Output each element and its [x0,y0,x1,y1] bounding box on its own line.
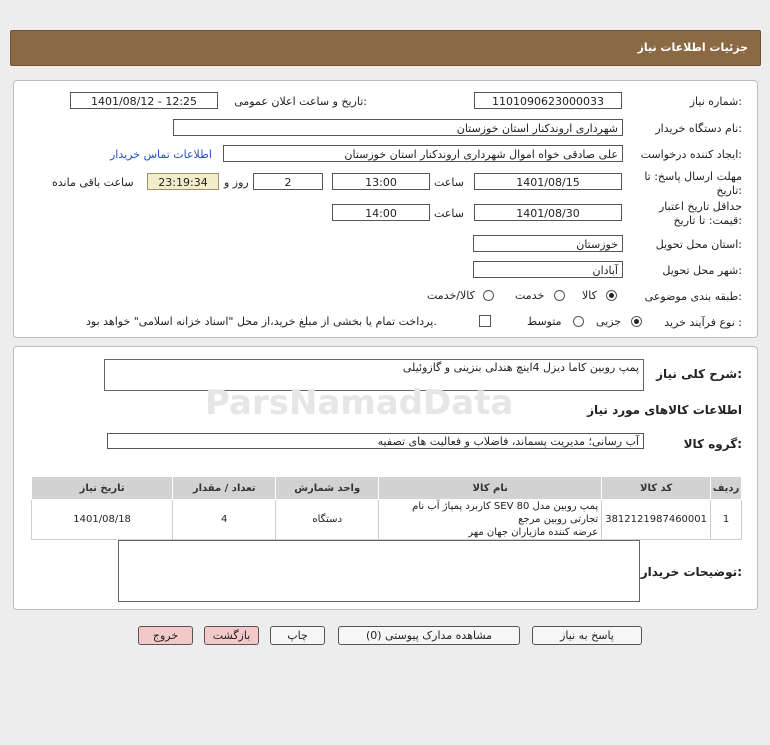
print-button[interactable]: چاپ [270,626,325,645]
col-code: کد کالا [602,477,711,500]
purchase-minor-label: جزیی [596,315,622,328]
validity-label-line1: حداقل تاریخ اعتبار [658,200,742,213]
cell-name-line2: عرضه کننده مازیاران جهان مهر [468,527,599,538]
back-button[interactable]: بازگشت [204,626,259,645]
deadline-label-line2: تاریخ: [716,184,742,197]
need-number-field: 1101090623000033 [474,92,622,109]
need-description-field: پمپ روبین کاما دیزل 4اینچ هندلی بنزینی و گازوئیلی [104,359,644,391]
cell-date: 1401/08/18 [32,500,173,540]
province-field: خوزستان [473,235,623,252]
cell-qty: 4 [173,500,276,540]
deadline-time-field: 13:00 [332,173,430,190]
table-row[interactable] [32,500,742,540]
deadline-date-field: 1401/08/15 [474,173,622,190]
validity-label-line2: قیمت: تا تاریخ: [673,214,742,227]
creator-field: علی صادقی خواه اموال شهرداری اروندکنار استان خوزستان [223,145,623,162]
goods-group-field: آب رسانی؛ مدیریت پسماند، فاضلاب و فعالیت های تصفیه [107,433,644,449]
announce-field: 1401/08/12 - 12:25 [70,92,218,109]
contact-buyer-link[interactable]: اطلاعات تماس خریدار [110,148,212,161]
buyer-notes-label: توضیحات خریدار: [640,565,742,579]
need-number-label: شماره نیاز: [689,95,742,108]
need-description-label: شرح کلی نیاز: [656,367,742,381]
page-header [10,30,761,66]
province-label: استان محل تحویل: [655,238,742,251]
deadline-hour-label: ساعت [434,176,464,189]
remaining-label: ساعت باقی مانده [52,176,134,189]
purchase-medium-radio[interactable] [573,316,584,327]
col-date: تاریخ نیاز [32,477,173,500]
exit-button[interactable]: خروج [138,626,193,645]
cell-name-line1: پمپ روبین مدل SEV 80 کاربرد پمپاژ آب نام تجارتی روبین مرجع [412,501,599,525]
category-label: طبقه بندی موضوعی: [644,290,742,303]
col-qty: تعداد / مقدار [173,477,276,500]
purchase-medium-label: متوسط [527,315,562,328]
category-goods-label: کالا [582,289,597,302]
category-goods-service-radio[interactable] [483,290,494,301]
goods-group-label: گروه کالا: [683,437,742,451]
city-label: شهر محل تحویل: [662,264,742,277]
remaining-time-field: 23:19:34 [147,173,219,190]
category-goods-radio[interactable] [606,290,617,301]
treasury-payment-checkbox[interactable] [479,315,491,327]
col-row: ردیف [711,477,742,500]
col-unit: واحد شمارش [276,477,379,500]
cell-unit: دستگاه [276,500,379,540]
view-attachments-button[interactable]: مشاهده مدارک پیوستی (0) [338,626,520,645]
cell-row: 1 [711,500,742,540]
deadline-label-line1: مهلت ارسال پاسخ: تا [644,170,742,183]
goods-info-title: اطلاعات کالاهای مورد نیاز [587,403,742,417]
treasury-payment-note: پرداخت تمام یا بخشی از مبلغ خرید،از محل "اسناد خزانه اسلامی" خواهد بود. [86,315,437,328]
creator-label: ایجاد کننده درخواست: [640,148,742,161]
cell-name [379,500,602,540]
reply-to-need-button[interactable]: پاسخ به نیاز [532,626,642,645]
validity-date-field: 1401/08/30 [474,204,622,221]
category-goods-service-label: کالا/خدمت [427,289,475,302]
page-title: جزئیات اطلاعات نیاز [637,41,748,54]
buyer-notes-field [118,540,640,602]
cell-code: 3812121987460001 [602,500,711,540]
table-header-row [32,477,742,500]
buyer-field: شهرداری اروندکنار استان خوزستان [173,119,623,136]
goods-table [31,476,742,540]
days-label: روز و [224,176,249,189]
city-field: آبادان [473,261,623,278]
buyer-label: نام دستگاه خریدار: [655,122,742,135]
col-name: نام کالا [379,477,602,500]
announce-label: تاریخ و ساعت اعلان عمومی: [234,95,367,108]
validity-time-field: 14:00 [332,204,430,221]
validity-hour-label: ساعت [434,207,464,220]
watermark-brand: ParsNamadData [205,383,514,423]
category-service-label: خدمت [515,289,545,302]
category-service-radio[interactable] [554,290,565,301]
days-field: 2 [253,173,323,190]
purchase-minor-radio[interactable] [631,316,642,327]
purchase-type-label: نوع فرآیند خرید : [664,316,742,329]
